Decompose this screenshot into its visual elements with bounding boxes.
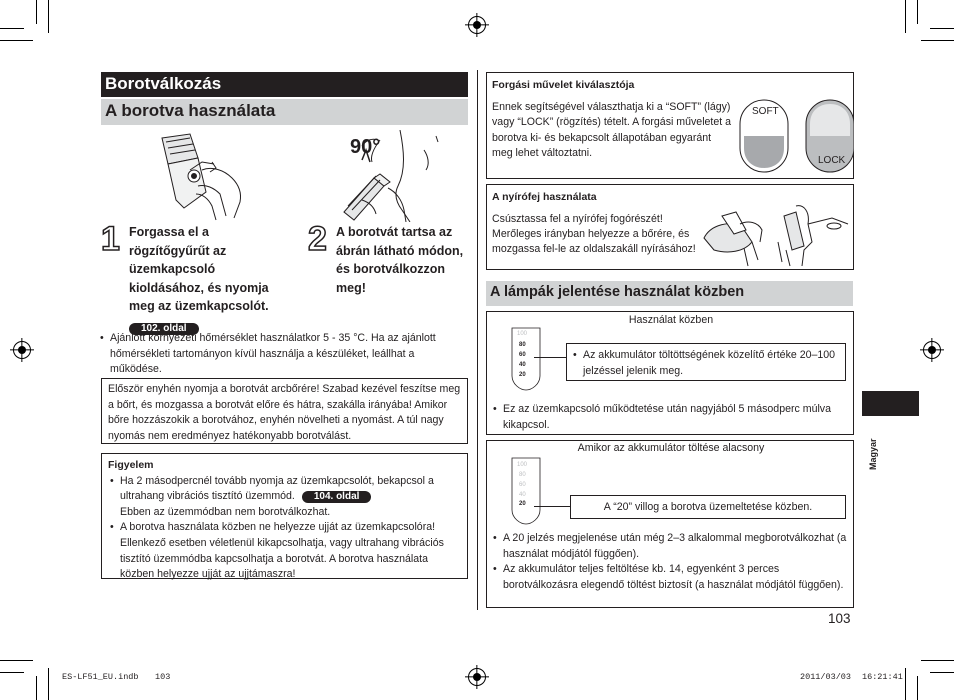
- footer-file: ES-LF51_EU.indb: [62, 672, 139, 682]
- caution-title: Figyelem: [108, 459, 154, 471]
- language-label: Magyar: [868, 438, 878, 470]
- in-use-level-60: 60: [519, 352, 526, 358]
- caution-page-ref: 104. oldal: [302, 491, 372, 503]
- step-1-text: Forgassa el a rögzítőgyűrűt az üzemkapcsoló kioldásához, és nyomja meg az üzemkapcsolót.: [129, 225, 269, 313]
- temperature-note: • Ajánlott környezeti hőmérséklet használatkor 5 - 35 °C. Ha az ajánlott hőmérsékleti tartományon kívül használja a készüléket, leállhat a működése.: [98, 331, 468, 378]
- registration-mark-right: [923, 341, 941, 359]
- in-use-title: Használat közben: [628, 314, 714, 326]
- shaver-hand-illustration: [150, 130, 250, 222]
- trimmer-title: A nyírófej használata: [492, 191, 597, 203]
- low-level-60: 60: [519, 482, 526, 488]
- selector-title: Forgási művelet kiválasztója: [492, 79, 635, 91]
- in-use-level-100: 100: [517, 331, 528, 337]
- low-level-100: 100: [517, 462, 528, 468]
- in-use-note: • Az akkumulátor töltöttségének közelítő értéke 20–100 jelzéssel jelenik meg.: [566, 343, 846, 381]
- step-1-page-ref: 102. oldal: [129, 318, 199, 336]
- soft-label: SOFT: [752, 106, 779, 117]
- selector-text: Ennek segítségével választhatja ki a “SOFT” (lágy) vagy “LOCK” (rögzítés) tételt. A forgási műveletet a borotva ki- és bekapcsolt állapotában egyaránt meg lehet változtatni.: [492, 100, 732, 160]
- in-use-level-80: 80: [519, 342, 526, 348]
- angle-label: 90°: [350, 136, 381, 158]
- in-use-level-20: 20: [519, 372, 526, 378]
- column-divider: [477, 70, 478, 610]
- shaving-tip-box: Először enyhén nyomja a borotvát arcbőrére! Szabad kezével feszítse meg a bőrt, és mozgassa a borotvát előre és hátra, szakálla irányába! Amikor bőre hozzászokik a borotvához, enyhén növelheti a nyomást. A túl nagy nyomás nem eredményez hatékonyabb borotválást.: [101, 378, 468, 444]
- low-level-40: 40: [519, 492, 526, 498]
- footer-date: 2011/03/03: [800, 672, 852, 682]
- footer-time: 16:21:41: [862, 672, 903, 682]
- step-1-number: 1: [101, 220, 120, 258]
- section-title: Borotválkozás: [101, 72, 468, 97]
- trimmer-illustration: [700, 202, 850, 268]
- in-use-bullet: • Ez az üzemkapcsoló működtetése után nagyjából 5 másodperc múlva kikapcsol.: [491, 402, 851, 433]
- low-leader-line: [534, 506, 570, 507]
- step-2-text: A borotvát tartsa az ábrán látható módon, és borotválkozzon meg!: [336, 225, 464, 295]
- low-battery-note: A “20” villog a borotva üzemeltetése közben.: [570, 495, 846, 519]
- lamps-section-title: A lámpák jelentése használat közben: [486, 281, 853, 306]
- caution-item-1: • Ha 2 másodpercnél tovább nyomja az üzemkapcsolót, bekapcsol a ultrahang vibrációs tisztító üzemmód. 104. oldal Ebben az üzemmódban nem borotválkozhat.: [108, 474, 461, 521]
- low-level-80: 80: [519, 472, 526, 478]
- subsection-title: A borotva használata: [101, 99, 468, 125]
- footer-page: 103: [155, 672, 171, 682]
- caution-box: [101, 453, 468, 579]
- low-battery-title: Amikor az akkumulátor töltése alacsony: [577, 442, 765, 454]
- in-use-level-40: 40: [519, 362, 526, 368]
- low-level-20: 20: [519, 501, 526, 507]
- language-tab: [862, 391, 919, 416]
- registration-mark-top: [468, 16, 486, 34]
- step-2-number: 2: [308, 220, 327, 258]
- registration-mark-bottom: [468, 668, 486, 686]
- caution-item-2: • A borotva használata közben ne helyezze ujját az üzemkapcsolóra! Ellenkező esetben véletlenül kikapcsolhatja, vagy ultrahang vibrációs tisztító üzemmódba kapcsolhatja a borotvát. A borotva használata közben helyezze ujját az ujjtámaszra!: [108, 520, 461, 582]
- trimmer-text: Csúsztassa fel a nyírófej fogórészét! Merőleges irányban helyezze a bőrére, és mozgassa fel-le az oldalszakáll nyírásához!: [492, 212, 696, 255]
- lock-label: LOCK: [818, 155, 846, 166]
- in-use-leader-line: [534, 357, 566, 358]
- page-number: 103: [828, 611, 851, 626]
- registration-mark-left: [13, 341, 31, 359]
- low-battery-bullets: • A 20 jelzés megjelenése után még 2–3 alkalommal megborotválkozhat (a használat módjától függően). • Az akkumulátor teljes feltöltése kb. 14, egyenként 3 perces borotválkozásra elegendő töltést biztosít (a használat módjától függően).: [491, 531, 851, 593]
